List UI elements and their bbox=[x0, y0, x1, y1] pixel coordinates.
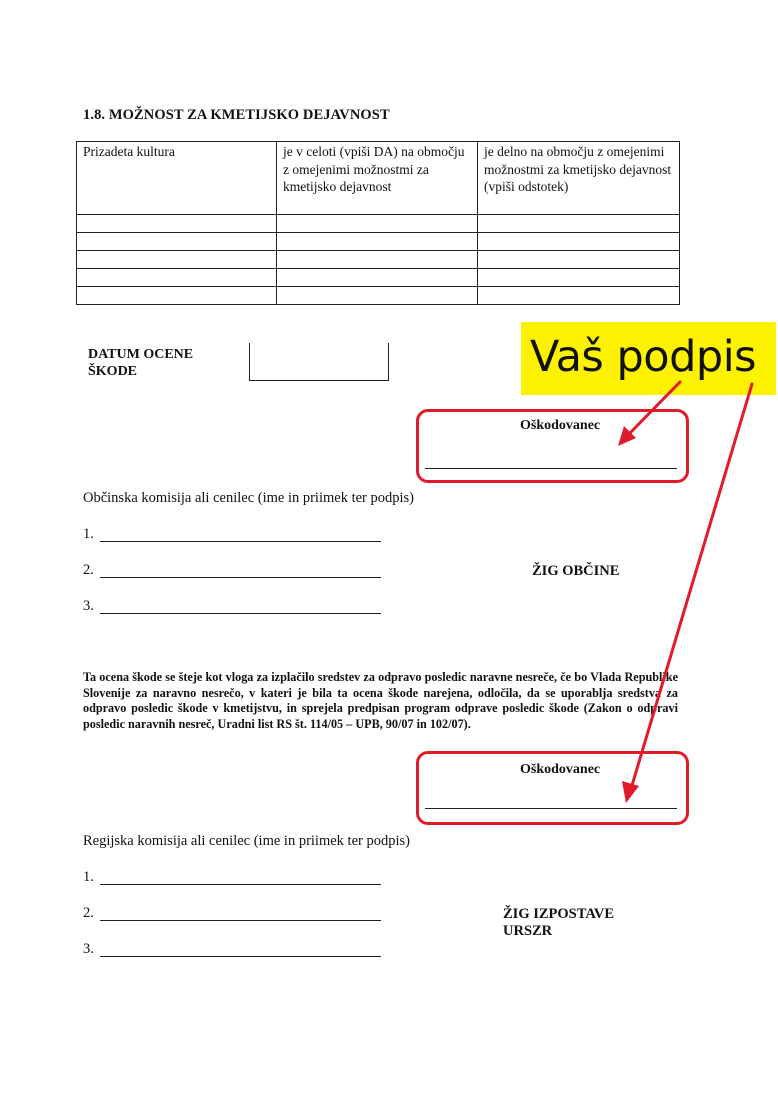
date-label-line2: ŠKODE bbox=[88, 364, 138, 379]
signature-hint-text: Vaš podpis bbox=[530, 332, 757, 382]
column-header-full: je v celoti (vpiši DA) na območju z omejenimi možnostmi za kmetijsko dejavnost bbox=[277, 142, 478, 215]
line-number: 3. bbox=[83, 941, 94, 957]
municipal-stamp-label: ŽIG OBČINE bbox=[532, 563, 620, 579]
regional-stamp-line1: ŽIG IZPOSTAVE bbox=[503, 906, 615, 922]
date-label-line1: DATUM OCENE bbox=[88, 347, 194, 362]
regional-commission-title: Regijska komisija ali cenilec (ime in priimek ter podpis) bbox=[83, 833, 410, 849]
municipal-commission-title: Občinska komisija ali cenilec (ime in priimek ter podpis) bbox=[83, 490, 414, 506]
column-header-partial: je delno na območju z omejenimi možnostmi za kmetijsko dejavnost (vpiši odstotek) bbox=[478, 142, 680, 215]
line-number: 1. bbox=[83, 869, 94, 885]
arrow-to-signature-1 bbox=[627, 382, 680, 436]
line-number: 2. bbox=[83, 905, 94, 921]
arrow-head-icon bbox=[622, 781, 639, 803]
column-header-culture: Prizadeta kultura bbox=[77, 142, 277, 215]
signature-label: Oškodovanec bbox=[520, 418, 601, 433]
arrow-to-signature-2 bbox=[630, 384, 752, 792]
section-title: 1.8. MOŽNOST ZA KMETIJSKO DEJAVNOST bbox=[83, 107, 390, 123]
signature-label: Oškodovanec bbox=[520, 762, 601, 777]
legal-notice: Ta ocena škode se šteje kot vloga za izplačilo sredstev za odpravo posledic naravne nesreče, če bo Vlada Republike Slovenije za naravno nesrečo, v kateri je bila ta ocena škode narejena, odločila, da se uporablja sredstva za odpravo posledic škode v kmetijstvu, in sprejela predpisan program odprave posledic škode (Zakon o odpravi posledic naravnih nesreč, Uradni list RS št. 114/05 – UPB, 90/07 in 102/07). bbox=[83, 670, 678, 731]
regional-stamp-line2: URSZR bbox=[503, 923, 553, 939]
line-number: 1. bbox=[83, 526, 94, 542]
line-number: 3. bbox=[83, 598, 94, 614]
line-number: 2. bbox=[83, 562, 94, 578]
